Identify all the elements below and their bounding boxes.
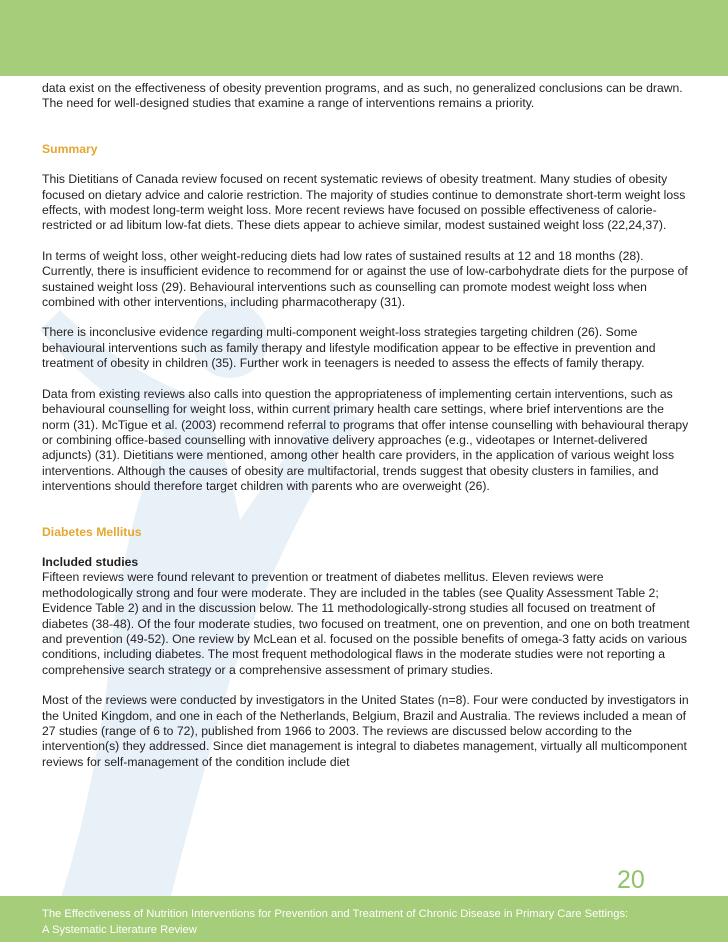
footer-text	[42, 906, 628, 938]
diabetes-paragraph-2: Most of the reviews were conducted by investigators in the United States (n=8). Four were conducted by investigators in the United Kingdom, and one in each of the Netherlands, Belgium, Brazil and Australia. The reviews included a mean of 27 studies (range of 6 to 72), published from 1966 to 2003. The reviews are discussed below according to the intervention(s) they addressed. Since diet management is integral to diabetes management, virtually all multicomponent reviews for self-management of the condition include diet	[42, 693, 689, 769]
summary-paragraph-3: There is inconclusive evidence regarding multi-component weight-loss strategies targeting children (26). Some behavioural interventions such as family therapy and lifestyle modification appear to be effective in prevention and treatment of obesity in children (35). Further work in teenagers is needed to assess the effects of family therapy.	[42, 325, 656, 371]
footer-title-line-1: The Effectiveness of Nutrition Interventions for Prevention and Treatment of Chronic Disease in Primary Care Settings:	[42, 908, 629, 920]
document-body	[42, 81, 690, 770]
subheading-included-studies: Included studies	[42, 554, 139, 569]
summary-paragraph-1: This Dietitians of Canada review focused on recent systematic reviews of obesity treatment. Many studies of obesity focused on dietary advice and calorie restriction. The majority of studies continue to demonstrate short-term weight loss effects, with modest long-term weight loss. More recent reviews have focused on possible effectiveness of calorie-restricted or ad libitum low-fat diets. These diets appear to achieve similar, modest sustained weight loss (22,24,37).	[42, 172, 686, 233]
header-band	[0, 0, 728, 76]
diabetes-paragraph-1: Fifteen reviews were found relevant to prevention or treatment of diabetes mellitus. Eleven reviews were methodologically strong and four were moderate. They are included in the tables (see Quality Assessment Table 2; Evidence Table 2) and in the discussion below. The 11 methodologically-strong studies all focused on treatment of diabetes (38-48). Of the four moderate studies, two focused on treatment, one on prevention, and one on both treatment and prevention (49-52). One review by McLean et al. focused on the possible benefits of omega-3 fatty acids on various conditions, including diabetes. The most frequent methodological flaws in the moderate studies were not reporting a comprehensive search strategy or a comprehensive assessment of primary studies.	[42, 570, 690, 677]
section-heading-diabetes: Diabetes Mellitus	[42, 524, 142, 539]
summary-paragraph-4: Data from existing reviews also calls into question the appropriateness of implementing certain interventions, such as behavioural counselling for weight loss, within current primary health care settings, where brief interventions are the norm (31). McTigue et al. (2003) recommend referral to programs that offer intense counselling with behavioural therapy or combining office-based counselling with innovative delivery approaches (e.g., videotapes or Internet-delivered adjuncts) (31). Dietitians were mentioned, among other health care providers, in the application of various weight loss interventions. Although the causes of obesity are multifactorial, trends suggest that obesity clusters in families, and interventions should therefore target children with parents who are overweight (26).	[42, 386, 689, 494]
header-rule	[0, 76, 728, 78]
section-heading-summary: Summary	[42, 141, 98, 156]
page-number: 20	[617, 866, 645, 894]
summary-paragraph-2: In terms of weight loss, other weight-reducing diets had low rates of sustained results at 12 and 18 months (28). Currently, there is insufficient evidence to recommend for or against the use of low-carbohydrate diets for the purpose of sustained weight loss (29). Behavioural interventions such as counselling can promote modest weight loss when combined with other interventions, including pharmacotherapy (31).	[42, 248, 688, 310]
intro-paragraph: data exist on the effectiveness of obesity prevention programs, and as such, no generalized conclusions can be drawn. The need for well-designed studies that examine a range of interventions remains a priority.	[42, 81, 683, 111]
footer-title-line-2: A Systematic Literature Review	[42, 924, 197, 936]
